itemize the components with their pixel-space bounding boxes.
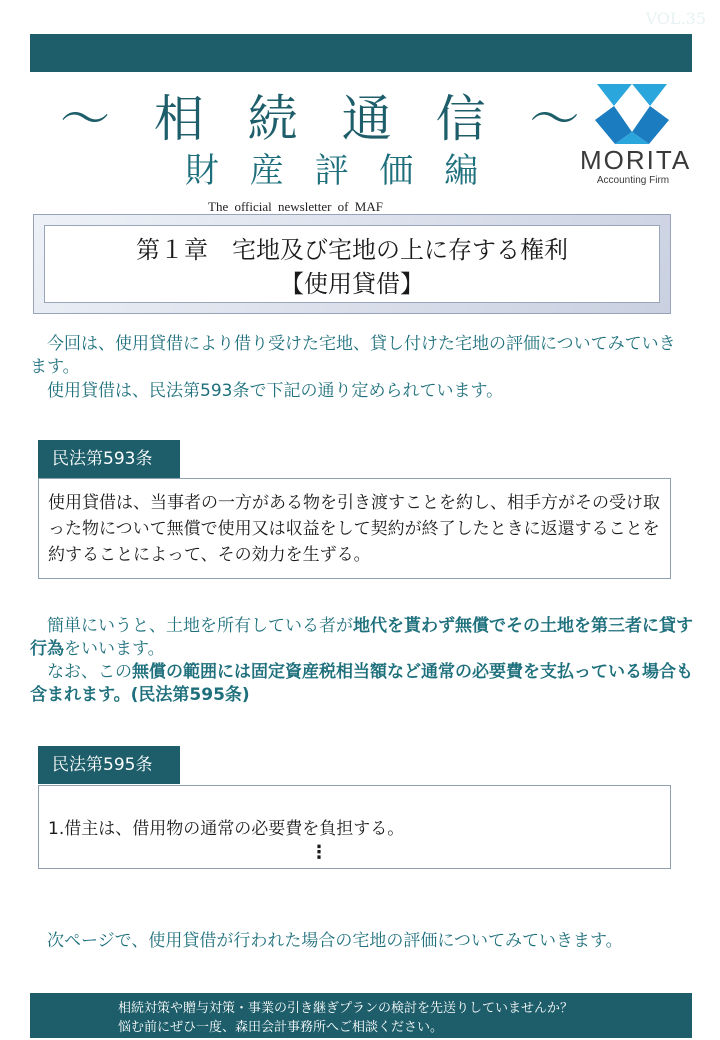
chapter-title: 第１章 宅地及び宅地の上に存する権利 xyxy=(136,236,568,264)
article-595-text: 1.借主は、借用物の通常の必要費を負担する。 xyxy=(48,819,405,839)
footer-line-2: 悩む前にぜひ一度、森田会計事務所へご相談ください。 xyxy=(118,1020,444,1035)
explain-paragraph-2: なお、この無償の範囲には固定資産税相当額など通常の必要費を支払っている場合も含まれます。(民法第595条) xyxy=(30,662,693,705)
explain-emphasis-1: 地代を貰わず無償でその土地を第三者に貸す行為 xyxy=(30,616,693,659)
ellipsis-icon: ⋮ xyxy=(310,842,328,863)
newsletter-title: ～ 相 続 通 信 ～ xyxy=(60,90,594,148)
intro-paragraph-2: 使用貸借は、民法第593条で下記の通り定められています。 xyxy=(30,381,504,401)
explain-emphasis-2: 無償の範囲には固定資産税相当額など通常の必要費を支払っている場合も含まれます。(民法第595条) xyxy=(30,662,693,705)
logo-name: MORITA xyxy=(580,145,692,175)
volume-label: VOL.35 xyxy=(645,9,706,28)
newsletter-tagline: The official newsletter of MAF xyxy=(208,199,383,214)
header-bar xyxy=(30,34,692,72)
chapter-subtitle: 【使用貸借】 xyxy=(280,270,424,298)
section-tab-article-595: 民法第595条 xyxy=(38,746,180,784)
section-tab-article-593: 民法第593条 xyxy=(38,440,180,478)
footer-line-1: 相続対策や贈与対策・事業の引き継ぎプランの検討を先送りしていませんか？ xyxy=(118,1001,574,1016)
newsletter-subtitle: 財 産 評 価 編 xyxy=(185,151,489,191)
article-593-text: 使用貸借は、当事者の一方がある物を引き渡すことを約し、相手方がその受け取った物について無償で使用又は収益をして契約が終了したときに返還することを約することによって、その効力を生ずる。 xyxy=(48,493,660,565)
next-page-note: 次ページで、使用貸借が行われた場合の宅地の評価についてみていきます。 xyxy=(30,931,623,951)
intro-paragraph-1: 今回は、使用貸借により借り受けた宅地、貸し付けた宅地の評価についてみていきます。 xyxy=(30,334,676,377)
logo-subtitle: Accounting Firm xyxy=(596,175,670,186)
explain-paragraph-1: 簡単にいうと、土地を所有している者が地代を貰わず無償でその土地を第三者に貸す行為をいいます。 xyxy=(30,616,693,659)
morita-logo-icon xyxy=(595,84,669,144)
